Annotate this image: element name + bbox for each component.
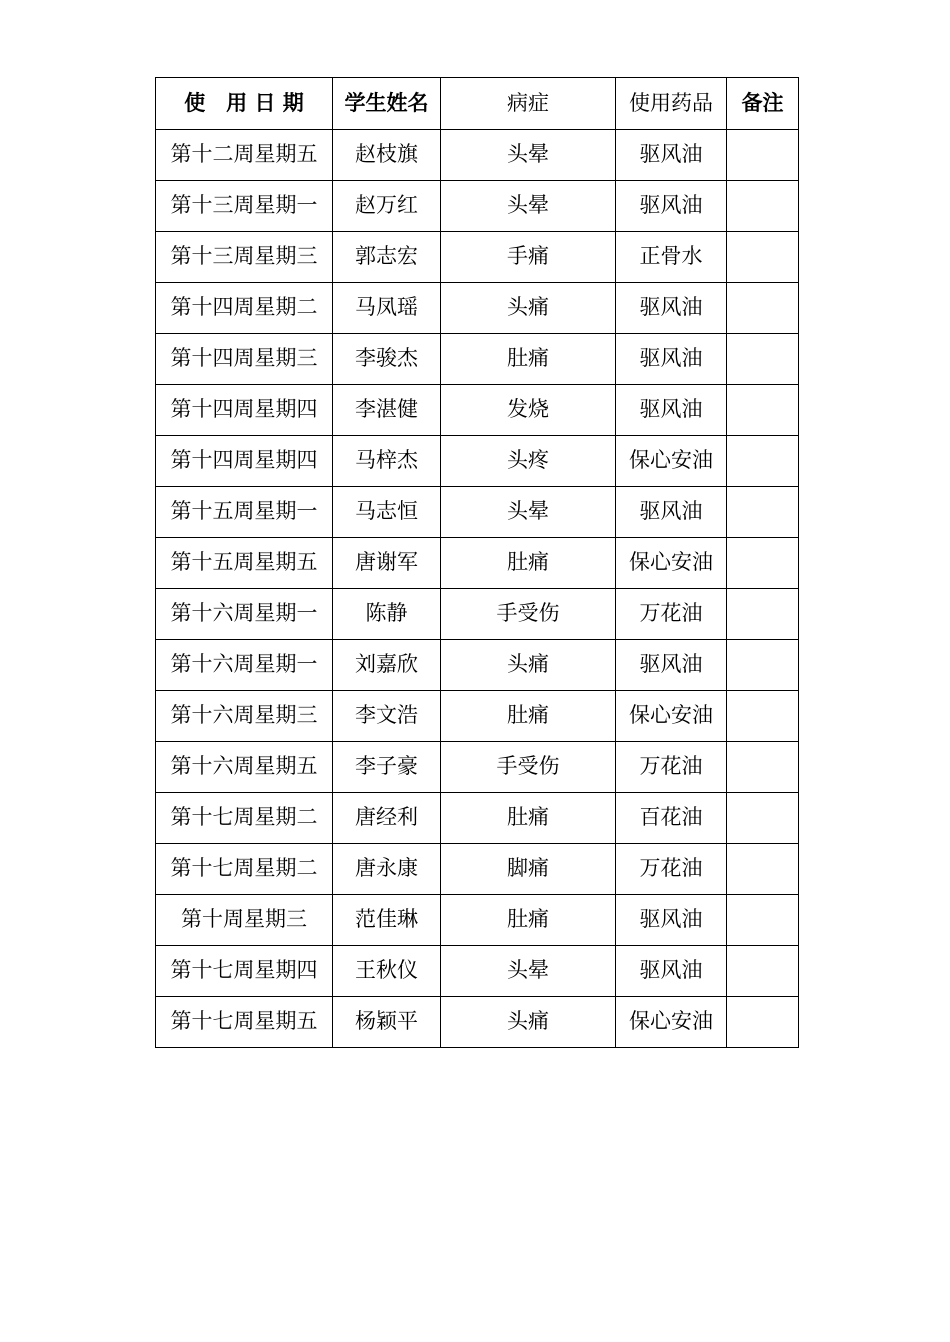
cell-illness: 发烧 (441, 385, 616, 436)
cell-student-name: 范佳琳 (333, 895, 441, 946)
cell-student-name: 杨颖平 (333, 997, 441, 1048)
cell-student-name: 马志恒 (333, 487, 441, 538)
table-row (156, 946, 799, 997)
cell-illness: 头痛 (441, 640, 616, 691)
table-row (156, 538, 799, 589)
cell-date: 第十周星期三 (156, 895, 333, 946)
cell-note (727, 997, 799, 1048)
cell-medicine: 驱风油 (616, 181, 727, 232)
table-row (156, 181, 799, 232)
cell-medicine: 驱风油 (616, 946, 727, 997)
cell-date: 第十四周星期二 (156, 283, 333, 334)
cell-student-name: 陈静 (333, 589, 441, 640)
table-row (156, 640, 799, 691)
table-row (156, 385, 799, 436)
cell-illness: 头疼 (441, 436, 616, 487)
cell-illness: 头痛 (441, 283, 616, 334)
cell-date: 第十六周星期一 (156, 640, 333, 691)
cell-student-name: 唐永康 (333, 844, 441, 895)
cell-note (727, 946, 799, 997)
cell-note (727, 589, 799, 640)
cell-illness: 手受伤 (441, 742, 616, 793)
cell-student-name: 郭志宏 (333, 232, 441, 283)
cell-date: 第十三周星期三 (156, 232, 333, 283)
cell-date: 第十四周星期四 (156, 436, 333, 487)
cell-medicine: 万花油 (616, 844, 727, 895)
cell-date: 第十五周星期一 (156, 487, 333, 538)
cell-note (727, 691, 799, 742)
cell-medicine: 百花油 (616, 793, 727, 844)
cell-date: 第十四周星期三 (156, 334, 333, 385)
cell-date: 第十四周星期四 (156, 385, 333, 436)
table-row (156, 691, 799, 742)
cell-medicine: 万花油 (616, 589, 727, 640)
table-row (156, 334, 799, 385)
cell-date: 第十六周星期三 (156, 691, 333, 742)
table-row (156, 844, 799, 895)
cell-student-name: 马凤瑶 (333, 283, 441, 334)
header-note: 备注 (727, 78, 799, 130)
table-row (156, 436, 799, 487)
cell-medicine: 保心安油 (616, 538, 727, 589)
header-row (156, 78, 799, 130)
cell-note (727, 334, 799, 385)
cell-note (727, 436, 799, 487)
cell-illness: 肚痛 (441, 538, 616, 589)
cell-illness: 肚痛 (441, 334, 616, 385)
cell-note (727, 181, 799, 232)
cell-medicine: 保心安油 (616, 691, 727, 742)
cell-note (727, 283, 799, 334)
cell-student-name: 李骏杰 (333, 334, 441, 385)
table-row (156, 895, 799, 946)
cell-illness: 头痛 (441, 997, 616, 1048)
table-body (156, 130, 799, 1048)
cell-illness: 头晕 (441, 130, 616, 181)
cell-student-name: 王秋仪 (333, 946, 441, 997)
cell-illness: 头晕 (441, 487, 616, 538)
header-illness: 病症 (441, 78, 616, 130)
cell-student-name: 赵万红 (333, 181, 441, 232)
cell-student-name: 李湛健 (333, 385, 441, 436)
table-row (156, 589, 799, 640)
cell-student-name: 赵枝旗 (333, 130, 441, 181)
table-row (156, 283, 799, 334)
cell-illness: 脚痛 (441, 844, 616, 895)
cell-medicine: 保心安油 (616, 436, 727, 487)
cell-note (727, 640, 799, 691)
cell-medicine: 驱风油 (616, 130, 727, 181)
header-date: 使 用 日 期 (156, 78, 333, 130)
cell-student-name: 唐经利 (333, 793, 441, 844)
cell-note (727, 742, 799, 793)
cell-note (727, 130, 799, 181)
cell-date: 第十七周星期四 (156, 946, 333, 997)
cell-illness: 头晕 (441, 946, 616, 997)
cell-note (727, 487, 799, 538)
cell-illness: 肚痛 (441, 895, 616, 946)
cell-illness: 手受伤 (441, 589, 616, 640)
cell-student-name: 李文浩 (333, 691, 441, 742)
cell-student-name: 马梓杰 (333, 436, 441, 487)
cell-date: 第十六周星期五 (156, 742, 333, 793)
cell-medicine: 驱风油 (616, 895, 727, 946)
cell-student-name: 刘嘉欣 (333, 640, 441, 691)
header-medicine: 使用药品 (616, 78, 727, 130)
cell-note (727, 844, 799, 895)
cell-medicine: 驱风油 (616, 487, 727, 538)
table-row (156, 487, 799, 538)
cell-date: 第十二周星期五 (156, 130, 333, 181)
table-row (156, 742, 799, 793)
medicine-usage-table (155, 77, 799, 1048)
cell-date: 第十五周星期五 (156, 538, 333, 589)
cell-note (727, 385, 799, 436)
cell-note (727, 232, 799, 283)
cell-illness: 肚痛 (441, 691, 616, 742)
cell-student-name: 唐谢军 (333, 538, 441, 589)
cell-medicine: 万花油 (616, 742, 727, 793)
document-page (155, 77, 799, 1048)
cell-medicine: 驱风油 (616, 283, 727, 334)
table-row (156, 997, 799, 1048)
cell-date: 第十七周星期二 (156, 844, 333, 895)
cell-date: 第十七周星期五 (156, 997, 333, 1048)
cell-illness: 肚痛 (441, 793, 616, 844)
cell-date: 第十七周星期二 (156, 793, 333, 844)
cell-medicine: 驱风油 (616, 385, 727, 436)
cell-medicine: 正骨水 (616, 232, 727, 283)
cell-note (727, 895, 799, 946)
table-row (156, 232, 799, 283)
cell-date: 第十六周星期一 (156, 589, 333, 640)
cell-date: 第十三周星期一 (156, 181, 333, 232)
cell-illness: 手痛 (441, 232, 616, 283)
cell-student-name: 李子豪 (333, 742, 441, 793)
table-row (156, 793, 799, 844)
header-student-name: 学生姓名 (333, 78, 441, 130)
table-row (156, 130, 799, 181)
cell-medicine: 驱风油 (616, 640, 727, 691)
cell-medicine: 保心安油 (616, 997, 727, 1048)
cell-illness: 头晕 (441, 181, 616, 232)
cell-note (727, 538, 799, 589)
cell-note (727, 793, 799, 844)
cell-medicine: 驱风油 (616, 334, 727, 385)
